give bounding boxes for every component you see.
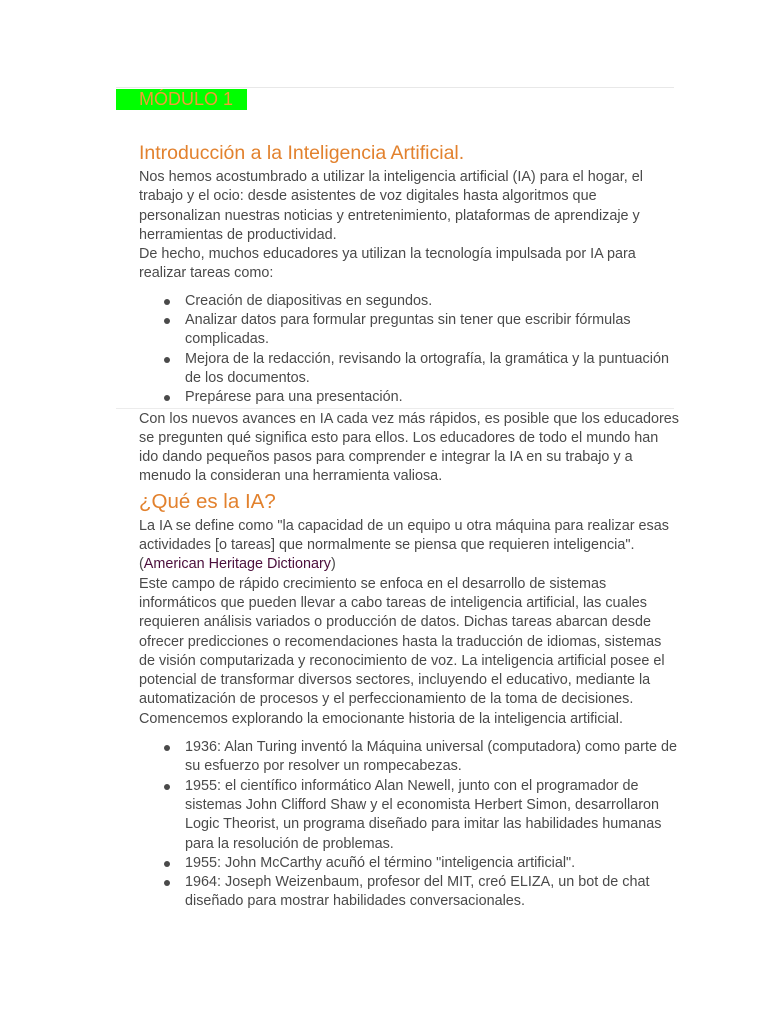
intro-closing-paragraph: Con los nuevos avances en IA cada vez más rápidos, es posible que los educadores se pregunten qué significa esto para ellos. Los educadores de todo el mundo han ido dando pequeños pasos para comprender e integrar la IA en su trabajo y a menudo la consideran una herramienta valiosa. — [139, 410, 679, 485]
module-label: MÓDULO 1 — [116, 89, 247, 110]
list-item: Mejora de la redacción, revisando la ortografía, la gramática y la puntuación de los documentos. — [185, 350, 679, 389]
list-item: Prepárese para una presentación. — [185, 388, 679, 407]
what-is-ai-title: ¿Qué es la IA? — [139, 489, 276, 513]
list-item: 1955: John McCarthy acuñó el término "inteligencia artificial". — [185, 854, 679, 873]
definition-paragraph — [139, 517, 679, 575]
definition-text: La IA se define como "la capacidad de un equipo u otra máquina para realizar esas actividades [o tareas] que normalmente se piensa que requieren inteligencia". ( — [139, 517, 669, 573]
list-item: Creación de diapositivas en segundos. — [185, 292, 679, 311]
tasks-list — [139, 292, 679, 408]
definition-end: ) — [330, 556, 336, 573]
dictionary-link[interactable]: American Heritage Dictionary — [143, 556, 331, 573]
history-intro-paragraph: Comencemos explorando la emocionante historia de la inteligencia artificial. — [139, 710, 623, 727]
document-content — [139, 141, 679, 912]
top-divider — [116, 87, 674, 88]
list-item: Analizar datos para formular preguntas sin tener que escribir fórmulas complicadas. — [185, 311, 679, 350]
list-item: 1964: Joseph Weizenbaum, profesor del MIT, creó ELIZA, un bot de chat diseñado para mostrar habilidades conversacionales. — [185, 873, 679, 912]
section-divider — [116, 408, 674, 409]
field-paragraph: Este campo de rápido crecimiento se enfoca en el desarrollo de sistemas informáticos que pueden llevar a cabo tareas de inteligencia artificial, las cuales requieren análisis variados o producción de datos. Dichas tareas abarcan desde ofrecer predicciones o recomendaciones hasta la traducción de idiomas, sistemas de visión computarizada y reconocimiento de voz. La inteligencia artificial posee el potencial de transformar diversos sectores, incluyendo el educativo, mediante la automatización de procesos y el perfeccionamiento de la toma de decisiones. — [139, 575, 665, 708]
list-item: 1936: Alan Turing inventó la Máquina universal (computadora) como parte de su esfuerzo por resolver un rompecabezas. — [185, 738, 679, 777]
intro-title: Introducción a la Inteligencia Artificial. — [139, 142, 465, 164]
intro-paragraph: Nos hemos acostumbrado a utilizar la inteligencia artificial (IA) para el hogar, el trabajo y el ocio: desde asistentes de voz digitales hasta algoritmos que personalizan nuestras noticias y entretenimiento, plataformas de aprendizaje y herramientas de productividad. — [139, 169, 643, 243]
intro-paragraph: De hecho, muchos educadores ya utilizan la tecnología impulsada por IA para realizar tareas como: — [139, 246, 636, 282]
history-list — [139, 738, 679, 912]
list-item: 1955: el científico informático Alan Newell, junto con el programador de sistemas John Clifford Shaw y el economista Herbert Simon, desarrollaron Logic Theorist, un programa diseñado para imitar las habilidades humanas para la resolución de problemas. — [185, 777, 679, 854]
